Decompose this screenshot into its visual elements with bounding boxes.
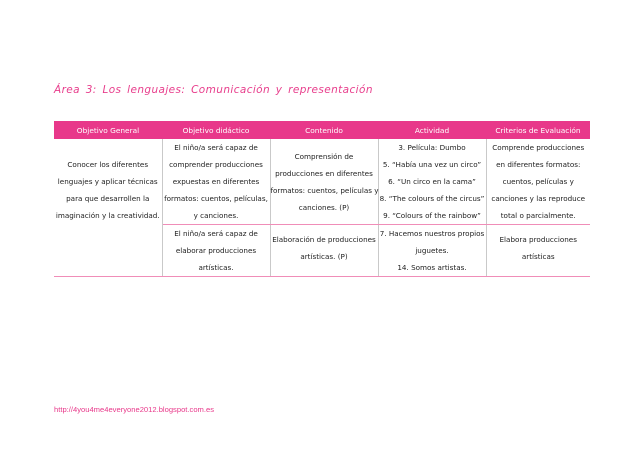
cell-line: 7. Hacemos nuestros propios: [379, 229, 485, 238]
header-objetivo-didactico: Objetivo didáctico: [162, 121, 270, 139]
cell-line: Comprensión de: [294, 151, 354, 161]
cell-line: artísticas. (P): [300, 252, 348, 261]
cell-line: elaborar producciones: [175, 246, 257, 255]
cell-line: 14. Somos artistas.: [397, 263, 467, 272]
cell-line: lenguajes y aplicar técnicas: [57, 177, 158, 186]
cell-actividad-1: [378, 139, 486, 225]
cell-line: Elaboración de producciones: [272, 235, 376, 244]
cell-line: artísticas.: [198, 263, 234, 272]
cell-line: El niño/a será capaz de: [174, 143, 258, 152]
cell-line: total o parcialmente.: [500, 211, 576, 220]
cell-line: Conocer los diferentes: [67, 160, 149, 169]
cell-line: imaginación y la creatividad.: [55, 211, 160, 220]
cell-criterios-2: [486, 225, 590, 277]
cell-objetivo-general: [54, 139, 162, 277]
table-header-row: [54, 121, 590, 139]
cell-line: producciones en diferentes: [275, 168, 373, 178]
cell-didactico-1: [162, 139, 270, 225]
cell-line: comprender producciones: [169, 160, 263, 169]
cell-criterios-1: [486, 139, 590, 225]
cell-line: 6. “Un circo en la cama”: [388, 177, 476, 186]
cell-line: formatos: cuentos, películas y: [270, 185, 379, 195]
cell-line: canciones. (P): [298, 202, 350, 212]
objectives-table: [54, 121, 590, 277]
cell-line: 8. “The colours of the circus”: [379, 194, 485, 203]
cell-contenido-2: [270, 225, 378, 277]
cell-line: juguetes.: [415, 246, 449, 255]
cell-line: artísticas: [521, 252, 555, 261]
area-title: Área 3: Los lenguajes: Comunicación y representación: [54, 84, 373, 96]
cell-line: El niño/a será capaz de: [174, 229, 258, 238]
footer-url-link[interactable]: http://4you4me4everyone2012.blogspot.com.es: [54, 405, 214, 414]
header-actividad: Actividad: [378, 121, 486, 139]
cell-line: para que desarrollen la: [66, 194, 150, 203]
cell-contenido-1: [270, 139, 378, 225]
cell-line: formatos: cuentos, películas,: [164, 194, 268, 203]
cell-line: 5. “Había una vez un circo”: [382, 160, 482, 169]
header-objetivo-general: Objetivo General: [54, 121, 162, 139]
cell-line: 3. Película: Dumbo: [398, 143, 466, 152]
header-contenido: Contenido: [270, 121, 378, 139]
cell-didactico-2: [162, 225, 270, 277]
cell-line: y canciones.: [193, 211, 239, 220]
cell-line: expuestas en diferentes: [172, 177, 260, 186]
cell-actividad-2: [378, 225, 486, 277]
cell-line: 9. “Colours of the rainbow”: [383, 211, 481, 220]
header-criterios: Criterios de Evaluación: [486, 121, 590, 139]
cell-line: Elabora producciones: [499, 235, 577, 244]
cell-line: Comprende producciones: [492, 143, 585, 152]
objectives-table-wrap: [54, 121, 590, 277]
cell-line: cuentos, películas y: [502, 177, 574, 186]
cell-line: canciones y las reproduce: [491, 194, 586, 203]
cell-line: en diferentes formatos:: [496, 160, 581, 169]
table-row: [54, 139, 590, 225]
